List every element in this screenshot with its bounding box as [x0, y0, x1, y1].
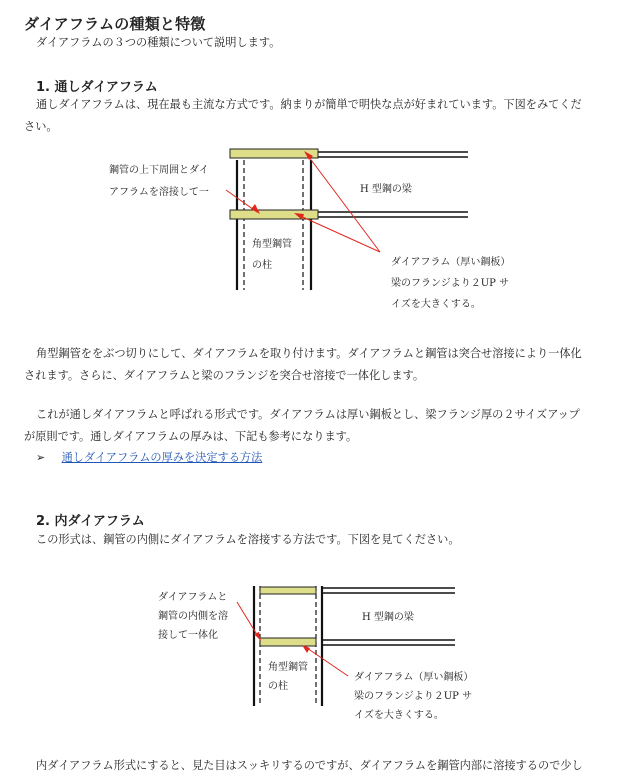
section2-para1: この形式は、鋼管の内側にダイアフラムを溶接する方法です。下図を見てください。 — [36, 533, 460, 546]
diaphragm2-arrow — [304, 646, 348, 676]
inner-diaphragm-figure — [0, 578, 627, 728]
diaphragm-arrow-upper — [306, 153, 380, 252]
label2-column-line1: 角型鋼管 — [268, 662, 308, 673]
label2-diaphragm-line2: 梁のフランジより２UP サ — [354, 691, 473, 702]
label-diaphragm-line3: イズを大きくする。 — [391, 299, 481, 310]
section1-para2-line2: されます。さらに、ダイアフラムと梁のフランジを突合せ溶接で一体化します。 — [24, 369, 425, 382]
label-diaphragm-line2: 梁のフランジより２UP サ — [391, 278, 510, 289]
diaphragm-arrow-lower — [296, 214, 380, 252]
thickness-method-link[interactable]: 通しダイアフラムの厚みを決定する方法 — [61, 451, 263, 464]
label-diaphragm-line1: ダイアフラム（厚い鋼板） — [391, 257, 511, 268]
label-h-beam: H 型鋼の梁 — [360, 184, 412, 195]
lower-inner-diaphragm — [260, 638, 316, 646]
label-weld-line2: アフラムを溶接して一 — [109, 187, 209, 198]
section1-heading: 1. 通しダイアフラム — [36, 80, 158, 95]
section2-heading: 2. 内ダイアフラム — [36, 514, 145, 529]
upper-inner-diaphragm — [260, 587, 316, 594]
label2-column-line2: の柱 — [268, 681, 288, 692]
thickness-link-item — [36, 447, 262, 469]
weld2-arrow — [237, 602, 259, 638]
arrow-bullet-icon: ➢ — [36, 451, 46, 464]
label-column-line2: の柱 — [252, 260, 272, 271]
section1-para2-line1: 角型鋼管ををぶつ切りにして、ダイアフラムを取り付けます。ダイアフラムと鋼管は突合せ溶接により一体化 — [36, 347, 582, 360]
intro-text: ダイアフラムの３つの種類について説明します。 — [36, 36, 281, 49]
section1-para1-line1: 通しダイアフラムは、現在最も主流な方式です。納まりが簡単で明快な点が好まれています。下図をみてくだ — [36, 98, 582, 111]
section1-para3-line2: が原則です。通しダイアフラムの厚みは、下記も参考になります。 — [24, 430, 358, 443]
section2-para2: 内ダイアフラム形式にすると、見た目はスッキリするのですが、ダイアフラムを鋼管内部に溶接するので少し — [36, 759, 583, 772]
label2-diaphragm-line1: ダイアフラム（厚い鋼板） — [354, 672, 474, 683]
section1-para1-line2: さい。 — [24, 120, 58, 133]
label2-h-beam: H 型鋼の梁 — [362, 612, 414, 623]
label2-weld-line3: 接して一体化 — [158, 630, 218, 641]
label2-weld-line1: ダイアフラムと — [158, 592, 228, 603]
page-title: ダイアフラムの種類と特徴 — [24, 15, 206, 33]
upper-diaphragm-plate — [230, 149, 318, 158]
label-column-line1: 角型鋼管 — [252, 239, 292, 250]
label2-diaphragm-line3: イズを大きくする。 — [354, 710, 444, 721]
label2-weld-line2: 鋼管の内側を溶 — [158, 611, 228, 622]
label-weld-line1: 鋼管の上下周囲とダイ — [109, 165, 209, 176]
through-diaphragm-figure — [0, 140, 627, 320]
section1-para3-line1: これが通しダイアフラムと呼ばれる形式です。ダイアフラムは厚い鋼板とし、梁フランジ厚の２サイズアップ — [36, 408, 580, 421]
